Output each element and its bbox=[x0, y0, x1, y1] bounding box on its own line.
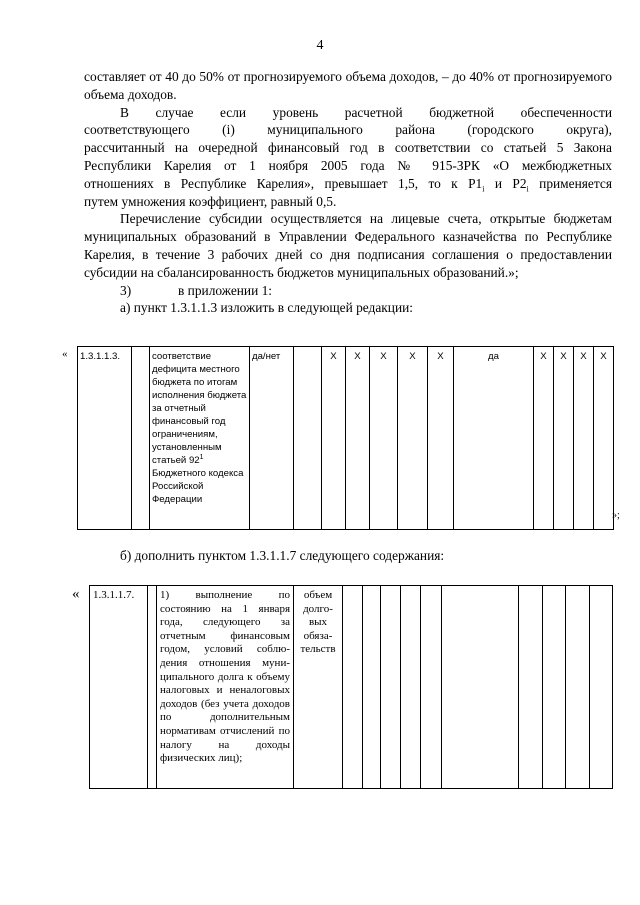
page-number: 4 bbox=[316, 38, 324, 53]
table1-description: соответствие дефицита местного бюджета по итогам исполнения бюджета за отчетный финансовый год ограничениям, установленным статьей $92^1$ Бюджетного кодекса Российской Федерации bbox=[150, 347, 250, 530]
table2-empty-cell bbox=[363, 586, 381, 789]
table2-empty-cell bbox=[566, 586, 590, 789]
table1-code: 1.3.1.1.3. bbox=[78, 347, 132, 530]
table-1-row-1.3.1.1.3 bbox=[77, 346, 614, 530]
table1-cell: X bbox=[322, 347, 346, 530]
table2-code: 1.3.1.1.7. bbox=[90, 586, 148, 789]
table1-cell: X bbox=[398, 347, 428, 530]
paragraph-1: составляет от 40 до 50% от прогнозируемого объема доходов, – до 40% от прогнозируемого объема доходов. bbox=[84, 69, 612, 102]
table1-cell: X bbox=[554, 347, 574, 530]
table1-cell: X bbox=[594, 347, 614, 530]
p1-symbol: $P1_i$ bbox=[468, 175, 485, 194]
table1-quote-open: « bbox=[62, 348, 68, 360]
table1-cell: X bbox=[534, 347, 554, 530]
paragraph-2-line-5: отношениях в Республике Карелия», превышает 1,5, то к $P1_i$ и $P2_i$ применяется bbox=[84, 175, 612, 194]
item-a: а) пункт 1.3.1.1.3 изложить в следующей редакции: bbox=[120, 300, 414, 316]
table2-empty-cell bbox=[381, 586, 401, 789]
table2-empty-cell bbox=[401, 586, 421, 789]
table2-empty-cell bbox=[148, 586, 157, 789]
body-text-upper bbox=[84, 68, 612, 317]
paragraph-2-line-2: соответствующего (i) муниципального района (городского округа), bbox=[84, 122, 612, 138]
table2-empty-cell bbox=[543, 586, 566, 789]
table1-quote-close: »; bbox=[612, 510, 620, 521]
paragraph-2-line-6: путем умножения коэффициент, равный 0,5. bbox=[84, 193, 337, 209]
table2-empty-cell bbox=[421, 586, 442, 789]
table1-empty-cell bbox=[294, 347, 322, 530]
table2-empty-cell bbox=[442, 586, 519, 789]
table1-cell: X bbox=[370, 347, 398, 530]
table2-quote-open: « bbox=[72, 586, 80, 602]
p2-symbol: $P2_i$ bbox=[512, 175, 529, 194]
paragraph-2-line-1: В случае если уровень расчетной бюджетной обеспеченности bbox=[120, 104, 612, 120]
table1-unit: да/нет bbox=[250, 347, 294, 530]
table1-cell: X bbox=[428, 347, 454, 530]
item-3: 3) в приложении 1: bbox=[120, 282, 273, 298]
table2-unit: объем долговых обязательств bbox=[294, 586, 343, 789]
table-2-row-1.3.1.1.7 bbox=[89, 585, 613, 789]
table2-empty-cell bbox=[590, 586, 613, 789]
table1-cell: да bbox=[454, 347, 534, 530]
item-b: б) дополнить пунктом 1.3.1.1.7 следующего содержания: bbox=[120, 548, 445, 563]
table1-empty-cell bbox=[132, 347, 150, 530]
table2-empty-cell bbox=[343, 586, 363, 789]
paragraph-2-line-3: рассчитанный на очередной финансовый год в соответствии со статьей 5 Закона bbox=[84, 140, 612, 156]
paragraph-3: Перечисление субсидии осуществляется на лицевые счета, открытые бюджетам муниципальных образований в Управлении Федерального казначейства по Республике Карелия, в течение 3 рабочих дней со дня подписания соглашения о предоставлении субсидии на сбалансированность бюджетов муниципальных образований.»; bbox=[84, 211, 612, 280]
table1-cell: X bbox=[574, 347, 594, 530]
table1-cell: X bbox=[346, 347, 370, 530]
table2-description: 1) выполнение по состоянию на 1 января года, следующего за отчетным финансовым годом, условий соблюдения отношения муниципального долга к объему налоговых и неналоговых доходов (без учета доходов по дополнительным нормативам отчислений по налогу на доходы физических лиц); bbox=[157, 586, 294, 789]
paragraph-2-line-4: Республики Карелия от 1 ноября 2005 года № 915-ЗРК «О межбюджетных bbox=[84, 157, 612, 173]
table2-empty-cell bbox=[519, 586, 543, 789]
